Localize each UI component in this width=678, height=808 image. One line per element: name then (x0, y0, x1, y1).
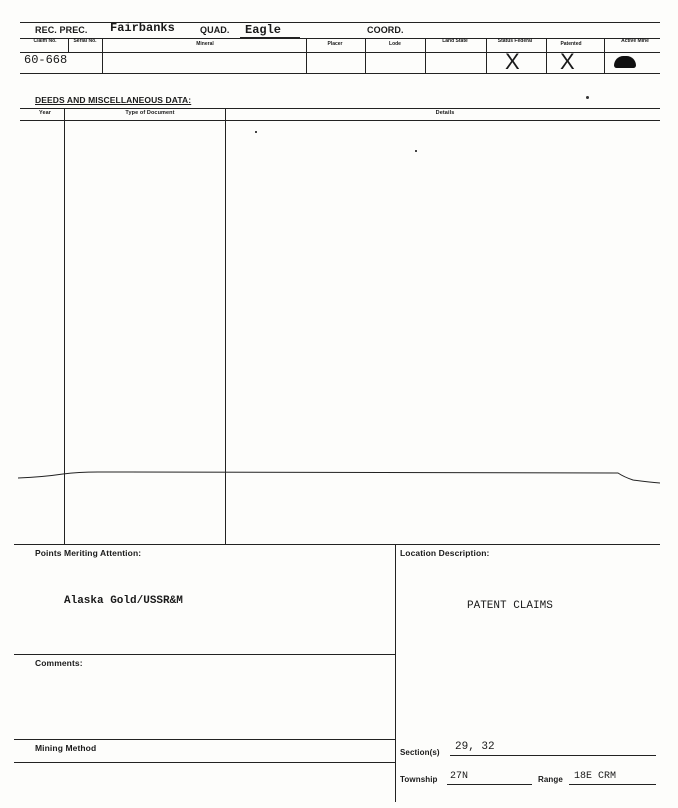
divider-serial-mineral (102, 38, 103, 73)
location-label: Location Description: (400, 548, 490, 558)
points-label: Points Meriting Attention: (35, 548, 142, 558)
section-value: 29, 32 (455, 741, 495, 753)
township-label: Township (400, 775, 438, 784)
deeds-header-rule (20, 120, 660, 121)
location-value: PATENT CLAIMS (467, 600, 553, 612)
township-underline (447, 784, 532, 785)
col-placer: Placer (327, 41, 343, 47)
township-value: 27N (450, 771, 469, 782)
col-land-state: Land State (442, 38, 468, 44)
col-patented: Patented (560, 41, 582, 47)
divider-placer-lode (365, 38, 366, 73)
quad-value: Eagle (245, 23, 282, 37)
patented-mark: X (560, 49, 575, 74)
active-mine-blot (614, 56, 636, 68)
deeds-top-rule (20, 108, 660, 109)
speck (255, 131, 257, 133)
divider-lode-land (425, 38, 426, 73)
comments-label: Comments: (35, 658, 83, 668)
col-lode: Lode (389, 41, 401, 47)
speck (415, 150, 417, 152)
col-status-federal: Status Federal (497, 38, 533, 44)
col-serial-no: Serial No. (73, 38, 97, 44)
col-active-mine: Active Mine (621, 38, 649, 44)
section-label: Section(s) (400, 748, 440, 757)
rec-prec-label: REC. PREC. (35, 25, 88, 35)
points-value: Alaska Gold/USSR&M (64, 595, 183, 607)
col-claim-no: Claim No. (33, 38, 57, 44)
mining-top-rule (14, 739, 395, 740)
header-column-rule (20, 38, 660, 39)
mining-label: Mining Method (35, 743, 97, 753)
section-underline (450, 755, 656, 756)
range-label: Range (538, 775, 563, 784)
col-mineral: Mineral (196, 41, 214, 47)
deeds-title: DEEDS AND MISCELLANEOUS DATA: (35, 95, 192, 105)
range-underline (569, 784, 656, 785)
divider-patented-active (604, 38, 605, 73)
copy-artifact-line (18, 466, 660, 488)
claim-no-value: 60-668 (24, 53, 68, 67)
divider-status-patented (546, 38, 547, 73)
bottom-center-divider (395, 544, 396, 802)
coord-label: COORD. (367, 25, 404, 35)
speck (586, 96, 589, 99)
divider-claim-serial (68, 38, 69, 52)
quad-label: QUAD. (200, 25, 230, 35)
deeds-col-details: Details (435, 110, 455, 116)
mining-bottom-rule (14, 762, 395, 763)
status-federal-mark: X (505, 49, 520, 74)
rec-prec-value: Fairbanks (110, 21, 175, 35)
divider-mineral-placer (306, 38, 307, 73)
comments-top-rule (14, 654, 395, 655)
deeds-col-year: Year (38, 110, 52, 116)
deeds-col-type: Type of Document (125, 110, 175, 116)
divider-land-status (486, 38, 487, 73)
range-value: 18E CRM (574, 771, 617, 782)
bottom-top-rule (14, 544, 660, 545)
